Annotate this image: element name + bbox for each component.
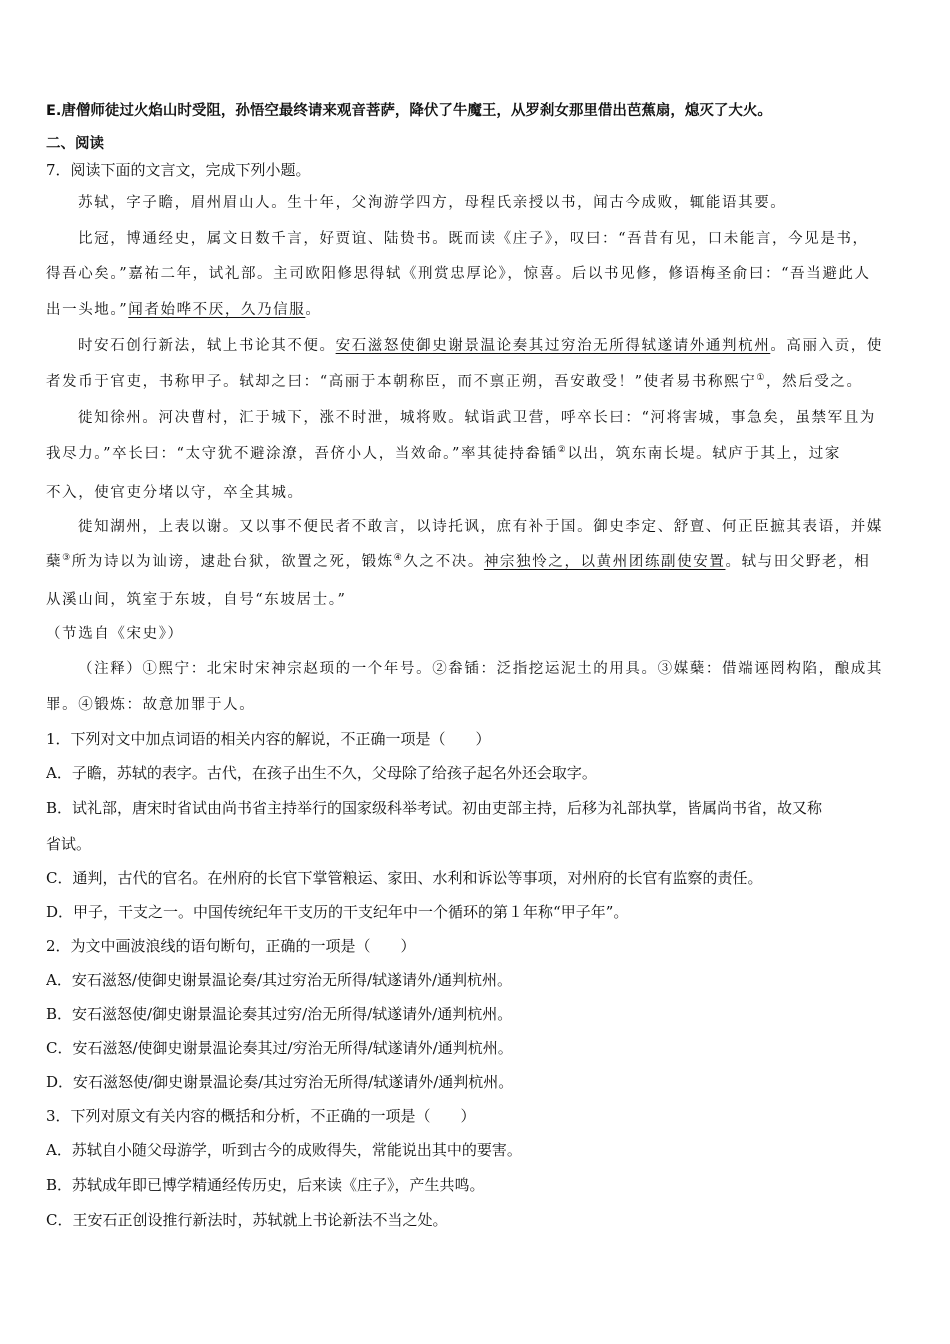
passage-paragraph-2-line-1: 比冠，博通经史，属文日数千言，好贾谊、陆贽书。既而读《庄子》，叹曰：“吾昔有见，口未能言，今见是书， [78, 231, 869, 247]
notes-line-2: 罪。④锻炼：故意加罪于人。 [46, 697, 256, 713]
question-2-option-d: D．安石滋怒使/御史谢景温论奏/其过穷治无所得/轼遂请外/通判杭州。 [46, 1073, 514, 1091]
text-segment: 。 [305, 302, 322, 318]
question-3-option-b: B．苏轼成年即已博学精通经传历史，后来读《庄子》，产生共鸣。 [46, 1176, 485, 1194]
footnote-marker: ① [756, 373, 766, 384]
passage-paragraph-1: 苏轼，字子瞻，眉州眉山人。生十年，父洵游学四方，母程氏亲授以书，闻古今成败，辄能语其要。 [78, 195, 787, 211]
notes-line-1: （注释）①熙宁：北宋时宋神宗赵顼的一个年号。②畚锸：泛指挖运泥土的用具。③媒蘖：借端诬罔构陷，酿成其 [78, 661, 883, 677]
passage-paragraph-2-line-2: 得吾心矣。”嘉祐二年，试礼部。主司欧阳修思得轼《刑赏忠厚论》，惊喜。后以书见修，修语梅圣俞曰：“吾当避此人 [46, 266, 871, 282]
wavy-underlined-sentence: 安石滋怒使御史谢景温论奏其过穷治无所得轼遂请外通判杭州 [335, 338, 771, 354]
text-segment: 久之不决。 [403, 554, 484, 570]
question-1-option-c: C．通判，古代的官名。在州府的长官下掌管粮运、家田、水利和诉讼等事项，对州府的长官有监察的责任。 [46, 869, 763, 887]
question-1-option-d: D．甲子，干支之一。中国传统纪年干支历的干支纪年中一个循环的第１年称“甲子年”。 [46, 903, 629, 921]
passage-paragraph-5-line-3: 从溪山间，筑室于东坡，自号“东坡居士。” [46, 592, 347, 608]
passage-paragraph-5-line-1: 徙知湖州，上表以谢。又以事不便民者不敢言，以诗托讽，庶有补于国。御史李定、舒亶、何正臣摭其表语，并媒 [78, 519, 883, 535]
text-segment: 者发币于官吏，书称甲子。轼却之曰：“高丽于本朝称臣，而不禀正朔，吾安敢受！”使者易书称熙宁 [46, 374, 757, 390]
question-3-option-a: A．苏轼自小随父母游学，听到古今的成败得失，常能说出其中的要害。 [46, 1141, 522, 1159]
text-segment: ，然后受之。 [766, 374, 863, 390]
question-2-option-b: B．安石滋怒使/御史谢景温论奏其过穷/治无所得/轼遂请外/通判杭州。 [46, 1005, 513, 1023]
footnote-marker: ④ [393, 553, 404, 564]
passage-source: （节选自《宋史》） [46, 626, 184, 642]
text-segment: 蘖 [46, 554, 63, 570]
passage-paragraph-4-line-2 [46, 443, 908, 465]
section-title: 二、阅读 [46, 136, 104, 152]
passage-paragraph-3-line-1 [78, 335, 908, 357]
text-segment: 。轼与田父野老，相 [725, 554, 871, 570]
footnote-marker: ② [557, 445, 568, 456]
underlined-sentence: 神宗独怜之，以黄州团练副使安置 [483, 554, 726, 570]
passage-paragraph-5-line-2 [46, 551, 908, 573]
text-segment: 时安石创行新法，轼上书论其不便。 [78, 338, 336, 354]
question-3-stem: 3．下列对原文有关内容的概括和分析，不正确的一项是（ ） [46, 1107, 476, 1125]
question-7-prompt: 7．阅读下面的文言文，完成下列小题。 [46, 161, 311, 179]
text-segment: 。高丽入贡，使 [770, 338, 884, 354]
passage-paragraph-4-line-3: 不入，使官吏分堵以守，卒全其城。 [46, 485, 304, 501]
question-2-option-c: C．安石滋怒/使御史谢景温论奏其过/穷治无所得/轼遂请外/通判杭州。 [46, 1039, 513, 1057]
passage-paragraph-2-line-3 [46, 299, 908, 321]
underlined-sentence: 闻者始哗不厌，久乃信服 [128, 302, 306, 318]
question-1-option-b-line-1: B．试礼部，唐宋时省试由尚书省主持举行的国家级科举考试。初由吏部主持，后移为礼部执掌，皆属尚书省，故又称 [46, 799, 823, 817]
text-segment: 所为诗以为讪谤，逮赴台狱，欲置之死，锻炼 [71, 554, 394, 570]
question-3-option-c: C．王安石正创设推行新法时，苏轼就上书论新法不当之处。 [46, 1211, 448, 1229]
question-1-stem: 1．下列对文中加点词语的相关内容的解说，不正确一项是（ ） [46, 730, 491, 748]
footnote-marker: ③ [62, 553, 72, 564]
text-segment: 以出，筑东南长堤。轼庐于其上，过家 [567, 446, 842, 462]
question-1-option-b-line-2: 省试。 [46, 835, 92, 853]
question-2-stem: 2．为文中画波浪线的语句断句，正确的一项是（ ） [46, 937, 416, 955]
previous-option-e: E.唐僧师徒过火焰山时受阻，孙悟空最终请来观音菩萨，降伏了牛魔王，从罗刹女那里借出芭蕉扇，熄灭了大火。 [46, 103, 772, 119]
question-2-option-a: A．安石滋怒/使御史谢景温论奏/其过穷治无所得/轼遂请外/通判杭州。 [46, 971, 513, 989]
text-segment: 我尽力。”卒长曰：“太守犹不避涂潦，吾侪小人，当效命。”率其徒持畚锸 [46, 446, 558, 462]
text-segment: 出一头地。” [46, 302, 129, 318]
question-1-option-a: A．子瞻，苏轼的表字。古代，在孩子出生不久，父母除了给孩子起名外还会取字。 [46, 764, 597, 782]
passage-paragraph-3-line-2 [46, 371, 908, 393]
passage-paragraph-4-line-1: 徙知徐州。河决曹村，汇于城下，涨不时泄，城将败。轼诣武卫营，呼卒长曰：“河将害城，事急矣，虽禁军且为 [78, 410, 876, 426]
